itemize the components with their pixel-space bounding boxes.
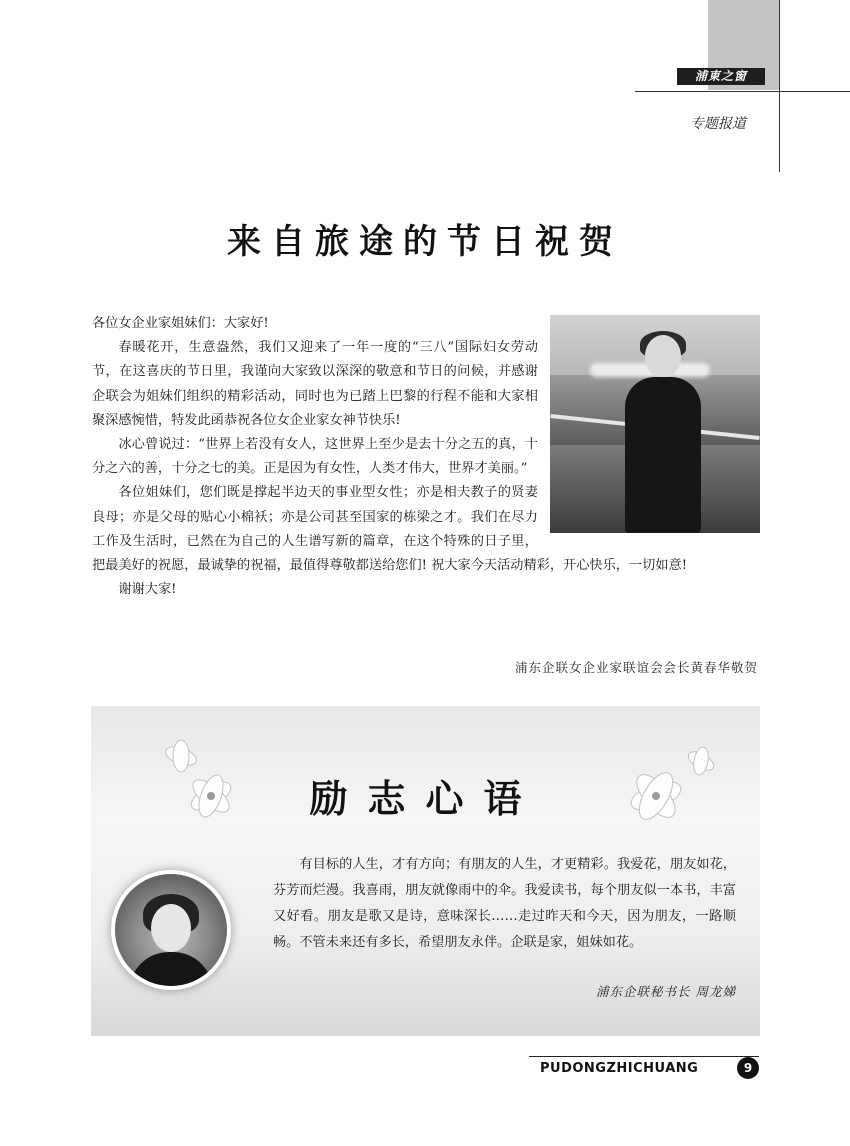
article-paragraph: 各位姐妹们，您们既是撑起半边天的事业型女性；亦是相夫教子的贤妻良母；亦是父母的贴心小棉袄；亦是公司甚至国家的栋梁之才。我们在尽力工作及生活时，已然在为自己的人生谱写新的篇章，在这个特殊的日子里，把最美好的祝愿，最诚挚的祝福，最值得尊敬都送给您们! 祝大家今天活动精彩，开心快乐，一切如意! — [92, 485, 688, 574]
inspiration-paragraph: 有目标的人生，才有方向；有朋友的人生，才更精彩。我爱花，朋友如花，芬芳而烂漫。我喜雨，朋友就像雨中的伞。我爱读书，每个朋友似一本书，丰富又好看。朋友是歌又是诗，意味深长……走过昨天和今天，因为朋友，一路顺畅。不管未来还有多长，希望朋友永伴。企联是家，姐妹如花。 — [273, 857, 736, 950]
magazine-tag: 浦東之窗 — [677, 68, 765, 85]
header-vertical-rule — [779, 0, 780, 172]
inspiration-box — [91, 706, 760, 1036]
footer-rule — [529, 1056, 759, 1057]
article-paragraph: 冰心曾说过：“世界上若没有女人，这世界上至少是去十分之五的真，十分之六的善，十分之七的美。正是因为有女性，人类才伟大，世界才美丽。” — [92, 437, 538, 477]
header-horizontal-rule — [635, 91, 850, 92]
article-signature: 浦东企联女企业家联谊会会长黄春华敬贺 — [514, 660, 758, 675]
footer-magazine-name: PUDONGZHICHUANG — [540, 1061, 699, 1076]
article-title: 来自旅途的节日祝贺 — [227, 222, 623, 262]
page-number: 9 — [737, 1057, 759, 1079]
article-greeting: 各位女企业家姐妹们：大家好! — [92, 316, 269, 331]
section-label: 专题报道 — [690, 116, 746, 132]
inspiration-signature: 浦东企联秘书长 周龙娣 — [596, 984, 736, 999]
article-body — [92, 312, 760, 602]
article-paragraph: 春暖花开，生意盎然，我们又迎来了一年一度的“三八”国际妇女劳动节，在这喜庆的节日里，我谨向大家致以深深的敬意和节日的问候，并感谢企联会为姐妹们组织的精彩活动，同时也为已踏上巴黎的行程不能和大家相聚深感惋惜，特发此函恭祝各位女企业家女神节快乐! — [92, 340, 538, 428]
inspiration-text — [273, 852, 736, 956]
secretary-portrait — [115, 874, 227, 986]
article-paragraph: 谢谢大家! — [118, 582, 177, 598]
author-photo — [550, 315, 760, 533]
inspiration-title: 励志心语 — [309, 777, 542, 821]
